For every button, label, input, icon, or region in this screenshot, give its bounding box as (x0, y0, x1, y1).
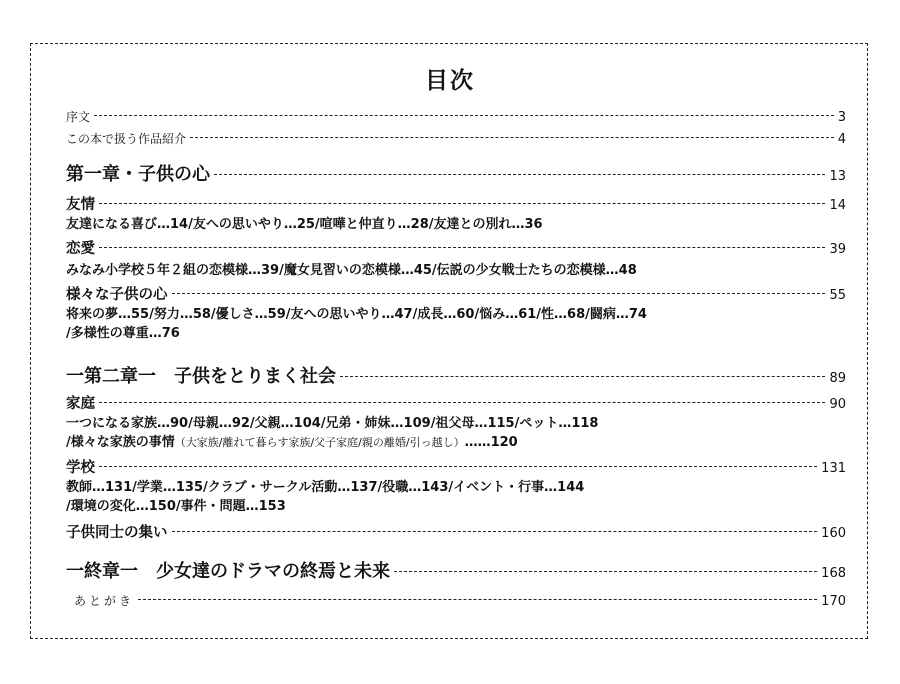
section-label: 学校 (66, 460, 95, 476)
subentry-list (66, 431, 518, 450)
leader-line (340, 376, 825, 377)
subentry-list: 教師…131/学業…135/クラブ・サークル活動…137/役職…143/イベント・行事…144 (66, 480, 585, 495)
subentry-list: 友達になる喜び…14/友への思いやり…25/喧嘩と仲直り…28/友達との別れ…36 (66, 217, 543, 232)
page-number: 55 (829, 288, 846, 303)
subentry-list: /環境の変化…150/事件・問題…153 (66, 499, 286, 514)
toc-entry-afterword[interactable] (66, 592, 846, 609)
page-number: 90 (829, 397, 846, 412)
toc-chapter-1[interactable] (66, 160, 846, 186)
chapter-label: 第一章・子供の心 (66, 164, 210, 185)
page-number: 39 (829, 242, 846, 257)
toc-title: 目次 (425, 68, 475, 94)
page-number: 160 (821, 526, 846, 541)
entry-label: あとがき (74, 594, 135, 608)
toc-section-love[interactable] (66, 237, 846, 258)
subentry-note: （大家族/離れて暮らす家族/父子家庭/親の離婚/引っ越し） (174, 436, 465, 449)
leader-line (94, 115, 834, 116)
leader-line (394, 571, 817, 572)
leader-line (99, 247, 825, 248)
page-number: 170 (821, 594, 846, 609)
leader-line (172, 531, 818, 532)
toc-chapter-final[interactable] (66, 557, 846, 583)
entry-label: 序文 (66, 110, 91, 124)
subentry-list: 将来の夢…55/努力…58/優しさ…59/友への思いやり…47/成長…60/悩み…61/性…68/闘病…74 (66, 307, 647, 322)
leader-line (214, 174, 825, 175)
leader-line (172, 293, 826, 294)
toc-chapter-2[interactable] (66, 362, 846, 388)
toc-section-gathering[interactable] (66, 521, 846, 542)
leader-line (138, 599, 817, 600)
section-label: 子供同士の集い (66, 525, 168, 541)
chapter-label: 一第二章一 子供をとりまく社会 (66, 366, 336, 387)
entry-label: この本で扱う作品紹介 (66, 132, 187, 146)
toc-entry-intro[interactable] (66, 130, 846, 147)
section-label: 家庭 (66, 396, 95, 412)
leader-line (190, 137, 834, 138)
page-number: 168 (821, 566, 846, 581)
page-number: 14 (829, 198, 846, 213)
chapter-label: 一終章一 少女達のドラマの終焉と未来 (66, 561, 390, 582)
toc-section-various[interactable] (66, 283, 846, 304)
leader-line (99, 402, 825, 403)
leader-line (99, 203, 825, 204)
section-label: 恋愛 (66, 241, 95, 257)
toc-entry-preface[interactable] (66, 108, 846, 125)
toc-section-school[interactable] (66, 456, 846, 477)
page-number: 89 (829, 371, 846, 386)
page-number: 4 (837, 132, 846, 147)
subentry-list: みなみ小学校５年２組の恋模様…39/魔女見習いの恋模様…45/伝説の少女戦士たちの恋模様…48 (66, 263, 637, 278)
subentry-list: /多様性の尊重…76 (66, 326, 180, 341)
page-number: 131 (821, 461, 846, 476)
toc-section-family[interactable] (66, 392, 846, 413)
page-number: 13 (829, 169, 846, 184)
section-label: 様々な子供の心 (66, 287, 168, 303)
toc-section-friendship[interactable] (66, 193, 846, 214)
section-label: 友情 (66, 197, 95, 213)
page-number: 3 (837, 110, 846, 125)
subentry-page: ……120 (464, 435, 518, 450)
leader-line (99, 466, 817, 467)
subentry-list: 一つになる家族…90/母親…92/父親…104/兄弟・姉妹…109/祖父母…115/ペット…118 (66, 416, 599, 431)
subentry-text: /様々な家族の事情 (66, 435, 175, 450)
